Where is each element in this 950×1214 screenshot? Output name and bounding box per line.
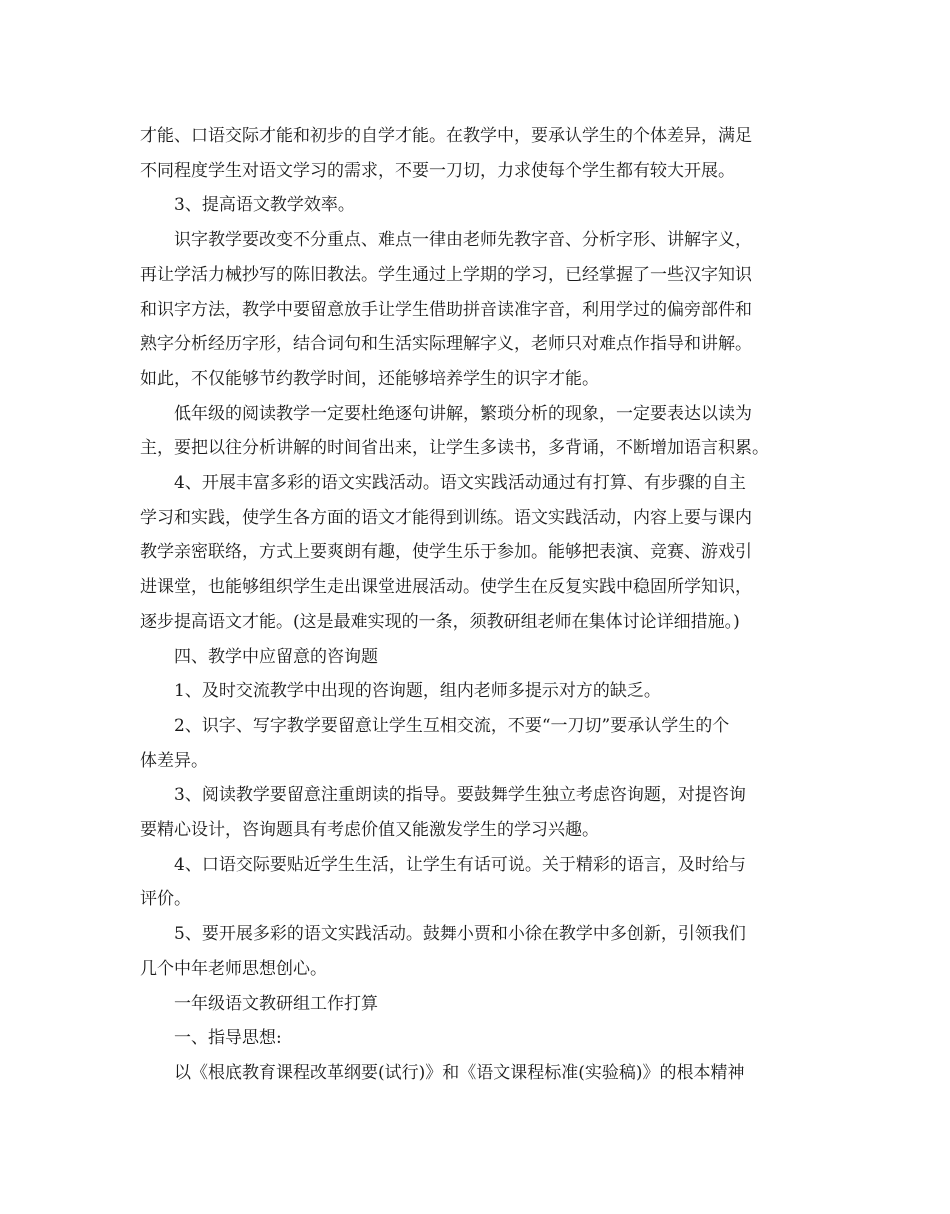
text-line: 熟字分析经历字形，结合词句和生活实际理解字义，老师只对难点作指导和讲解。 (140, 334, 752, 355)
text-line: 主，要把以往分析讲解的时间省出来，让学生多读书，多背诵，不断增加语言积累。 (140, 438, 769, 459)
document-title: 一年级语文教研组工作打算 (174, 993, 378, 1014)
text-line: 以《根底教育课程改革纲要(试行)》和《语文课程标准(实验稿)》的根本精神 (174, 1062, 745, 1083)
text-line: 几个中年老师思想创心。 (140, 958, 327, 979)
text-line: 5、要开展多彩的语文实践活动。鼓舞小贾和小徐在教学中多创新，引领我们 (174, 924, 746, 945)
text-line: 1、及时交流教学中出现的咨询题，组内老师多提示对方的缺乏。 (174, 681, 661, 702)
text-line: 再让学活力械抄写的陈旧教法。学生通过上学期的学习，已经掌握了一些汉字知识 (140, 264, 752, 285)
section-heading: 四、教学中应留意的咨询题 (174, 646, 378, 667)
text-line: 评价。 (140, 889, 191, 910)
text-line: 教学亲密联络，方式上要爽朗有趣，使学生乐于参加。能够把表演、竞赛、游戏引 (140, 542, 752, 563)
text-line: 低年级的阅读教学一定要杜绝逐句讲解，繁琐分析的现象，一定要表达以读为 (174, 403, 752, 424)
text-line: 进课堂，也能够组织学生走出课堂进展活动。使学生在反复实践中稳固所学知识， (140, 577, 752, 598)
text-line: 3、阅读教学要留意注重朗读的指导。要鼓舞学生独立考虑咨询题，对提咨询 (174, 785, 746, 806)
text-line: 不同程度学生对语文学习的需求，不要一刀切，力求使每个学生都有较大开展。 (140, 160, 735, 181)
text-line: 才能、口语交际才能和初步的自学才能。在教学中，要承认学生的个体差异，满足 (140, 126, 752, 146)
text-line: 学习和实践，使学生各方面的语文才能得到训练。语文实践活动，内容上要与课内 (140, 507, 752, 528)
text-line: 逐步提高语文才能。(这是最难实现的一条，须教研组老师在集体讨论详细措施。) (140, 611, 740, 632)
text-line: 如此，不仅能够节约教学时间，还能够培养学生的识字才能。 (140, 368, 599, 389)
text-line: 4、口语交际要贴近学生生活，让学生有话可说。关于精彩的语言，及时给与 (174, 854, 746, 875)
text-line: 和识字方法，教学中要留意放手让学生借助拼音读准字音，利用学过的偏旁部件和 (140, 299, 752, 320)
text-line: 2、识字、写字教学要留意让学生互相交流，不要“一刀切”要承认学生的个 (174, 715, 730, 736)
text-line: 4、开展丰富多彩的语文实践活动。语文实践活动通过有打算、有步骤的自主 (174, 473, 746, 494)
section-heading: 一、指导思想: (174, 1028, 282, 1049)
text-line: 识字教学要改变不分重点、难点一律由老师先教字音、分析字形、讲解字义， (174, 230, 752, 251)
text-line: 要精心设计，咨询题具有考虑价值又能激发学生的学习兴趣。 (140, 820, 599, 841)
document-body (140, 119, 822, 1091)
text-line: 3、提高语文教学效率。 (174, 195, 355, 216)
text-line: 体差异。 (140, 750, 208, 771)
